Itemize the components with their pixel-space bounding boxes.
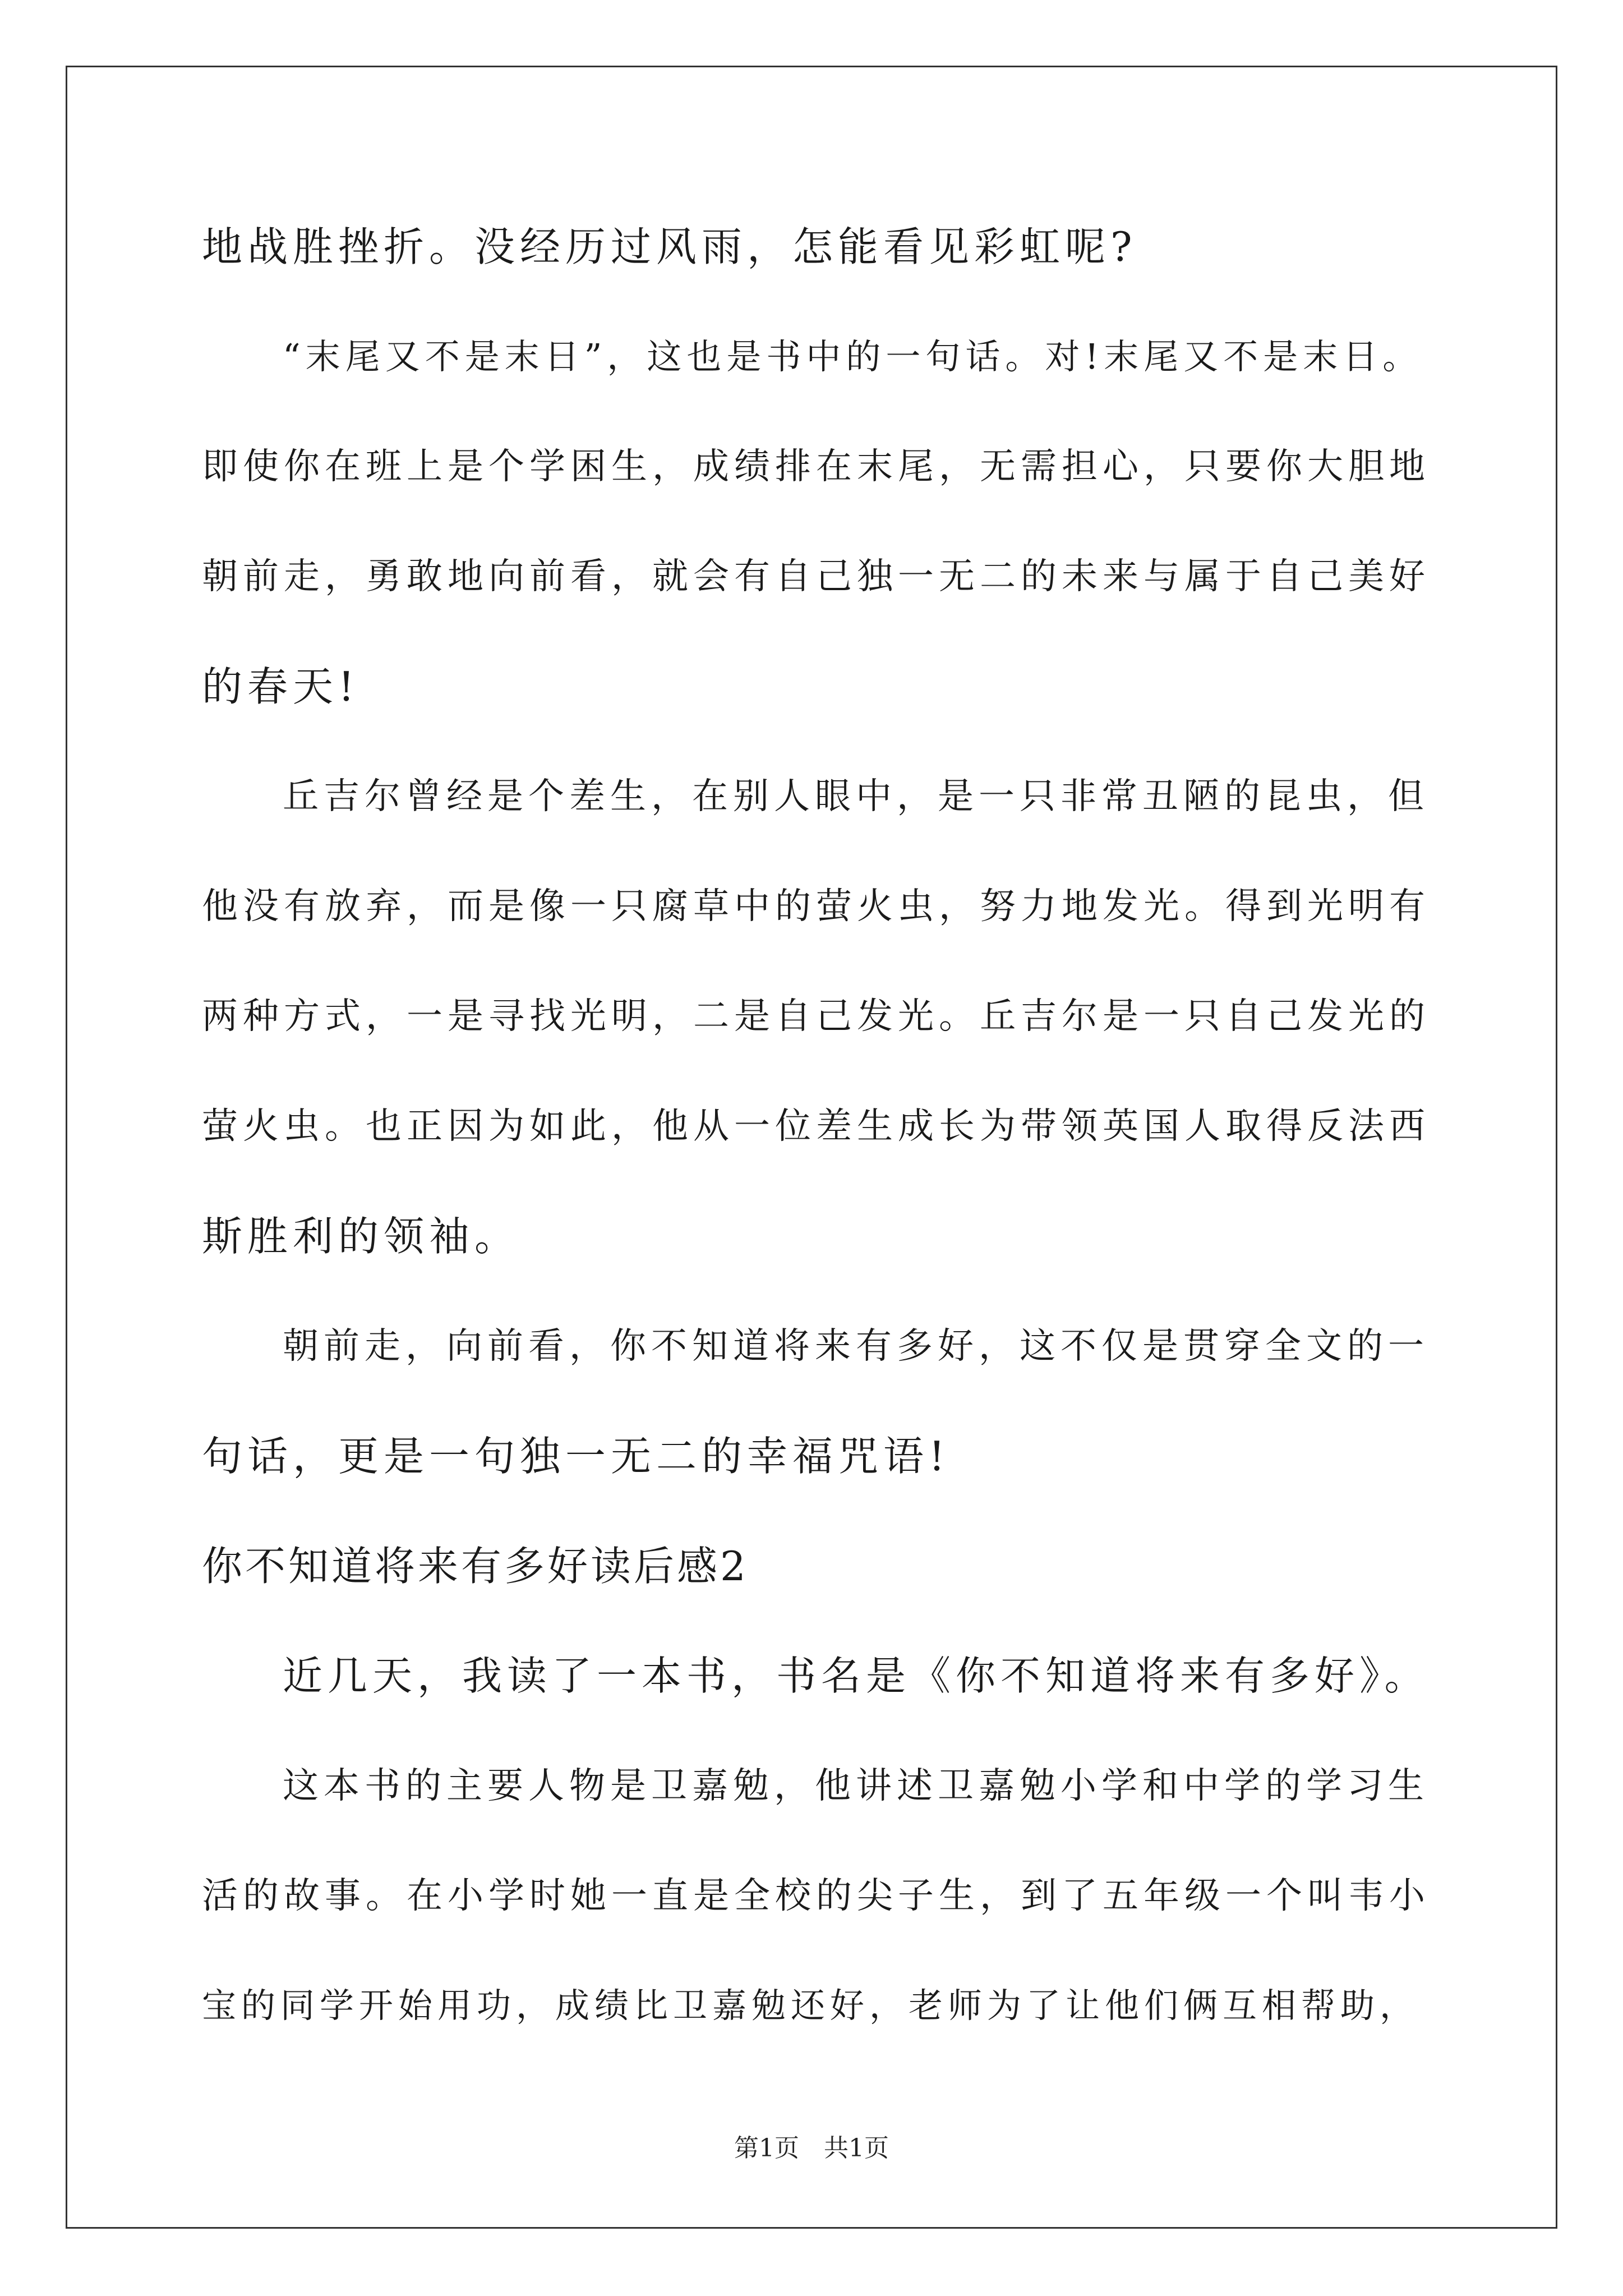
text-line: 朝前走，勇敢地向前看，就会有自己独一无二的未来与属于自己美好 xyxy=(202,556,1430,597)
text-line: 宝的同学开始用功，成绩比卫嘉勉还好，老师为了让他们俩互相帮助， xyxy=(202,1986,1419,2026)
text-line: 句话，更是一句独一无二的幸福咒语! xyxy=(202,1433,950,1480)
text-line: 近几天，我读了一本书，书名是《你不知道将来有多好》。 xyxy=(283,1653,1430,1699)
document-body xyxy=(202,213,1436,2082)
text-line: “末尾又不是末日”，这也是书中的一句话。对!末尾又不是末日。 xyxy=(283,336,1423,377)
text-line: 两种方式，一是寻找光明，二是自己发光。丘吉尔是一只自己发光的 xyxy=(202,996,1430,1037)
text-line: 活的故事。在小学时她一直是全校的尖子生，到了五年级一个叫韦小 xyxy=(202,1875,1430,1917)
text-line: 丘吉尔曾经是个差生，在别人眼中，是一只非常丑陋的昆虫，但 xyxy=(283,776,1429,817)
text-line: 地战胜挫折。没经历过风雨，怎能看见彩虹呢? xyxy=(202,223,1137,270)
text-line: 萤火虫。也正因为如此，他从一位差生成长为带领英国人取得反法西 xyxy=(202,1106,1430,1147)
text-line: 朝前走，向前看，你不知道将来有多好，这不仅是贯穿全文的一 xyxy=(283,1326,1429,1367)
text-line: 即使你在班上是个学困生，成绩排在末尾，无需担心，只要你大胆地 xyxy=(202,446,1430,487)
page-footer xyxy=(0,2132,1623,2165)
text-line: 这本书的主要人物是卫嘉勉，他讲述卫嘉勉小学和中学的学习生 xyxy=(283,1765,1429,1807)
text-line: 的春天! xyxy=(202,663,359,710)
section-heading: 你不知道将来有多好读后感2 xyxy=(202,1543,749,1590)
page-number: 第1页 xyxy=(734,2134,799,2162)
page-total: 共1页 xyxy=(824,2134,889,2162)
text-line: 斯胜利的领袖。 xyxy=(202,1213,520,1260)
text-line: 他没有放弃，而是像一只腐草中的萤火虫，努力地发光。得到光明有 xyxy=(202,886,1430,927)
